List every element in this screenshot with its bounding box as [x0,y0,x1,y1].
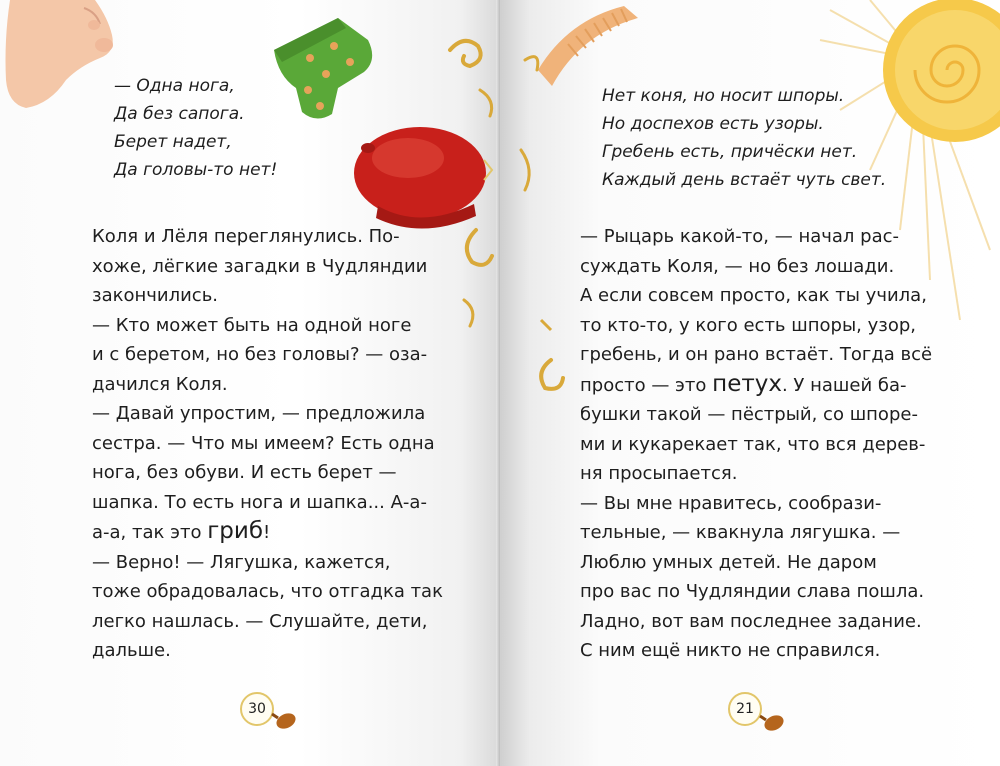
gold-swirl-decoration [505,20,585,400]
prose-line: — Рыцарь какой-то, — начал рас- [580,226,900,247]
answer-prefix: а-а, так это [92,522,208,543]
prose-line: тоже обрадовалась, что отгадка так [92,581,443,602]
prose-line-answer [92,517,443,548]
prose-line: — Давай упростим, — предложила [92,403,426,424]
answer-prefix: просто — это [580,374,713,396]
prose-line: про вас по Чудляндии слава пошла. [580,581,925,602]
prose-line: — Вы мне нравитесь, сообрази- [580,492,882,514]
prose-line: — Кто может быть на одной ноге [92,314,412,336]
poem-line: Да без сапога. [114,104,245,124]
page-number: 30 [240,692,274,726]
prose-line: тельные, — квакнула лягушка. — [580,522,901,543]
answer-word: петух [712,370,782,397]
prose-line: бушки такой — пёстрый, со шпоре- [580,404,918,425]
right-prose [580,222,932,666]
magnifier-icon [270,710,298,732]
left-riddle-poem [114,72,277,184]
answer-word: гриб [207,518,264,544]
answer-suffix: ! [263,522,271,543]
prose-line: Ладно, вот вам последнее задание. [580,610,922,632]
prose-line: суждать Коля, — но без лошади. [580,255,895,277]
prose-line: шапка. То есть нога и шапка... А-а- [92,491,427,513]
prose-line: дачился Коля. [92,373,228,395]
prose-line: С ним ещё никто не справился. [580,640,881,661]
prose-line: ня просыпается. [580,463,738,484]
poem-line: Каждый день встаёт чуть свет. [602,170,887,190]
page-number: 21 [728,692,762,726]
prose-line: — Верно! — Лягушка, кажется, [92,551,391,573]
prose-line: хоже, лёгкие загадки в Чудляндии [92,255,428,277]
poem-line: — Одна нога, [114,76,235,96]
prose-line: закончились. [92,285,219,306]
right-riddle-poem [602,82,886,194]
prose-line-answer [580,370,932,401]
prose-line: и с беретом, но без головы? — оза- [92,344,428,365]
prose-line: гребень, и он рано встаёт. Тогда всё [580,344,933,365]
prose-line: ми и кукарекает так, что вся дерев- [580,433,926,455]
poem-line: Нет коня, но носит шпоры. [602,86,845,106]
prose-line: то кто-то, у кого есть шпоры, узор, [580,314,916,336]
poem-line: Да головы-то нет! [114,160,278,180]
prose-line: А если совсем просто, как ты учила, [580,285,927,306]
prose-line: Коля и Лёля переглянулись. По- [92,226,400,247]
magnifier-icon [758,712,786,734]
prose-line: дальше. [92,640,171,661]
answer-suffix: . У нашей ба- [781,374,907,396]
prose-line: сестра. — Что мы имеем? Есть одна [92,432,435,454]
prose-line: Люблю умных детей. Не даром [580,551,877,573]
right-page [500,0,1000,766]
prose-line: легко нашлась. — Слушайте, дети, [92,610,428,632]
poem-line: Но доспехов есть узоры. [602,114,824,134]
left-prose [92,222,443,666]
poem-line: Гребень есть, причёски нет. [602,142,858,162]
green-polka-dot-boot-illustration [268,12,388,122]
foot-illustration [0,0,125,115]
prose-line: нога, без обуви. И есть берет — [92,462,397,483]
poem-line: Берет надет, [114,132,232,152]
